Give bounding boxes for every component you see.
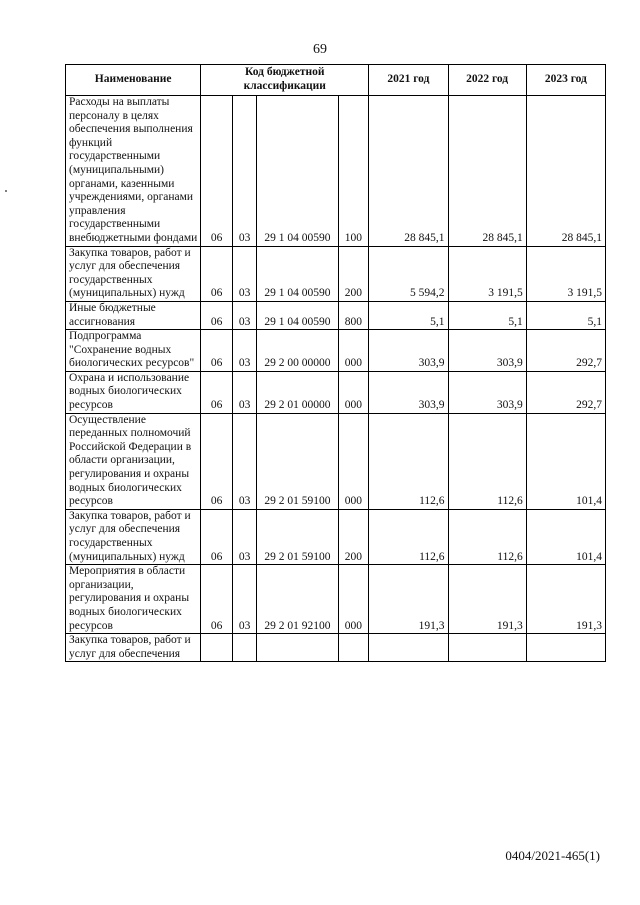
cell-2023: 3 191,5 xyxy=(526,246,605,301)
cell-section: 06 xyxy=(201,330,233,372)
cell-2022: 5,1 xyxy=(448,301,526,329)
cell-expense-type: 100 xyxy=(338,96,369,247)
cell-expense-type: 000 xyxy=(338,565,369,634)
cell-target-article: 29 2 01 00000 xyxy=(257,371,338,413)
cell-2023: 191,3 xyxy=(526,565,605,634)
document-reference: 0404/2021-465(1) xyxy=(505,848,600,863)
cell-2021 xyxy=(369,634,448,662)
table-row xyxy=(66,565,606,634)
table-row xyxy=(66,413,606,509)
cell-2022: 3 191,5 xyxy=(448,246,526,301)
table-row xyxy=(66,509,606,564)
cell-subsection: 03 xyxy=(232,301,256,329)
cell-name: Иные бюджетные ассигнования xyxy=(66,301,201,329)
cell-2021: 28 845,1 xyxy=(369,96,448,247)
cell-subsection: 03 xyxy=(232,371,256,413)
cell-2022: 191,3 xyxy=(448,565,526,634)
cell-name: Мероприятия в области организации, регулирования и охраны водных биологических ресурсов xyxy=(66,565,201,634)
header-2021: 2021 год xyxy=(369,65,448,96)
header-2023: 2023 год xyxy=(526,65,605,96)
cell-name: Расходы на выплаты персоналу в целях обеспечения выполнения функций государственными (муниципальными) органами, казенными учреждениями, органами управления государственными внебюджетными фондами xyxy=(66,96,201,247)
cell-expense-type: 000 xyxy=(338,371,369,413)
cell-subsection: 03 xyxy=(232,330,256,372)
budget-table xyxy=(65,64,606,662)
cell-target-article: 29 2 01 59100 xyxy=(257,413,338,509)
cell-2022: 112,6 xyxy=(448,413,526,509)
cell-2022: 303,9 xyxy=(448,330,526,372)
cell-name: Подпрограмма "Сохранение водных биологических ресурсов" xyxy=(66,330,201,372)
table-row xyxy=(66,96,606,247)
cell-expense-type xyxy=(338,634,369,662)
table-row xyxy=(66,246,606,301)
cell-expense-type: 000 xyxy=(338,330,369,372)
cell-2021: 303,9 xyxy=(369,371,448,413)
cell-2023: 292,7 xyxy=(526,371,605,413)
cell-section: 06 xyxy=(201,509,233,564)
cell-expense-type: 200 xyxy=(338,509,369,564)
cell-target-article: 29 2 00 00000 xyxy=(257,330,338,372)
scan-speck xyxy=(5,190,7,192)
cell-expense-type: 200 xyxy=(338,246,369,301)
table-row xyxy=(66,634,606,662)
cell-name: Закупка товаров, работ и услуг для обеспечения государственных (муниципальных) нужд xyxy=(66,509,201,564)
cell-subsection: 03 xyxy=(232,565,256,634)
table-row xyxy=(66,330,606,372)
cell-2023 xyxy=(526,634,605,662)
cell-section: 06 xyxy=(201,96,233,247)
cell-subsection: 03 xyxy=(232,96,256,247)
cell-subsection xyxy=(232,634,256,662)
cell-target-article: 29 2 01 59100 xyxy=(257,509,338,564)
cell-target-article: 29 1 04 00590 xyxy=(257,301,338,329)
cell-section: 06 xyxy=(201,301,233,329)
cell-2022 xyxy=(448,634,526,662)
cell-subsection: 03 xyxy=(232,246,256,301)
cell-section: 06 xyxy=(201,565,233,634)
cell-2023: 101,4 xyxy=(526,509,605,564)
cell-expense-type: 000 xyxy=(338,413,369,509)
cell-section xyxy=(201,634,233,662)
table-body xyxy=(66,96,606,662)
cell-section: 06 xyxy=(201,371,233,413)
cell-2021: 191,3 xyxy=(369,565,448,634)
cell-subsection: 03 xyxy=(232,413,256,509)
cell-name: Закупка товаров, работ и услуг для обеспечения xyxy=(66,634,201,662)
cell-2022: 28 845,1 xyxy=(448,96,526,247)
cell-subsection: 03 xyxy=(232,509,256,564)
cell-name: Охрана и использование водных биологических ресурсов xyxy=(66,371,201,413)
cell-2023: 28 845,1 xyxy=(526,96,605,247)
cell-section: 06 xyxy=(201,246,233,301)
cell-2021: 5,1 xyxy=(369,301,448,329)
cell-2022: 303,9 xyxy=(448,371,526,413)
cell-target-article xyxy=(257,634,338,662)
cell-name: Осуществление переданных полномочий Российской Федерации в области организации, регулирования и охраны водных биологических ресурсов xyxy=(66,413,201,509)
cell-target-article: 29 1 04 00590 xyxy=(257,246,338,301)
table-row xyxy=(66,301,606,329)
cell-2021: 5 594,2 xyxy=(369,246,448,301)
cell-2021: 112,6 xyxy=(369,413,448,509)
cell-2023: 292,7 xyxy=(526,330,605,372)
cell-name: Закупка товаров, работ и услуг для обеспечения государственных (муниципальных) нужд xyxy=(66,246,201,301)
table-header-row xyxy=(66,65,606,96)
cell-2021: 112,6 xyxy=(369,509,448,564)
header-2022: 2022 год xyxy=(448,65,526,96)
cell-2023: 5,1 xyxy=(526,301,605,329)
cell-target-article: 29 1 04 00590 xyxy=(257,96,338,247)
cell-2021: 303,9 xyxy=(369,330,448,372)
page-number: 69 xyxy=(313,42,327,57)
header-code: Код бюджетной классификации xyxy=(201,65,369,96)
cell-2022: 112,6 xyxy=(448,509,526,564)
cell-section: 06 xyxy=(201,413,233,509)
cell-target-article: 29 2 01 92100 xyxy=(257,565,338,634)
header-name: Наименование xyxy=(66,65,201,96)
cell-expense-type: 800 xyxy=(338,301,369,329)
table-row xyxy=(66,371,606,413)
cell-2023: 101,4 xyxy=(526,413,605,509)
